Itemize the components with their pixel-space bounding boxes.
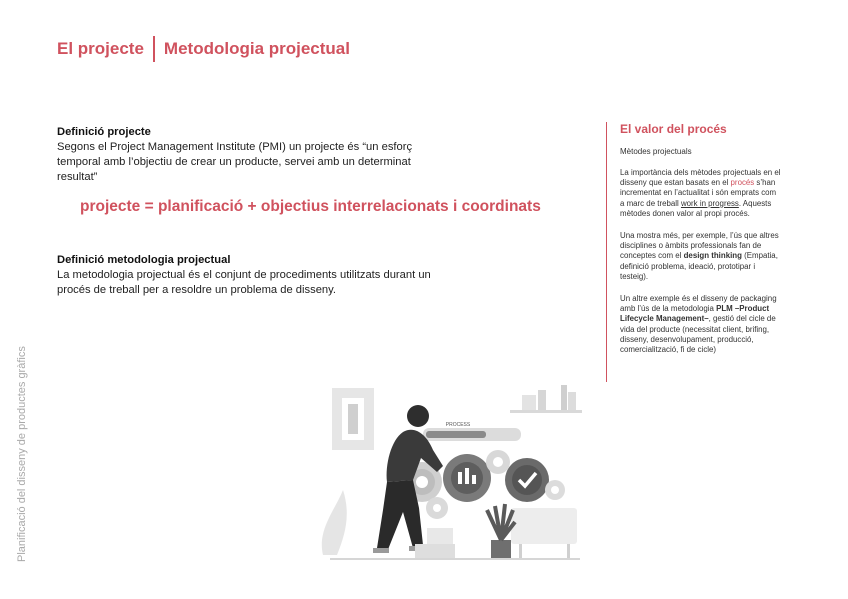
side-label: Planificació del disseny de productes gràfics (16, 346, 28, 562)
highlight-term: procés (730, 178, 755, 188)
floor-line (330, 558, 580, 560)
box (415, 544, 455, 558)
page-subtitle: Metodologia projectual (163, 39, 350, 58)
sidebar-subtitle: Mètodes projectuals (620, 147, 692, 156)
section-title: Definició projecte (57, 126, 151, 138)
title-divider (153, 36, 155, 62)
definition-methodology-section (57, 253, 437, 298)
sidebar-paragraph: Una mostra més, per exemple, l’ús que altres disciplines o àmbits professionals fan de conceptes com el design thinking (Empatia, definició problema, ideació, prototipar i testeig). (620, 231, 779, 281)
section-text: Segons el Project Management Institute (PMI) un projecte és “un esforç temporal amb l’objectiu de crear un producte, servei amb un determinat resultat” (57, 141, 413, 183)
sidebar-title: El valor del procés (620, 122, 727, 136)
gear-icon (426, 497, 448, 519)
process-illustration (315, 380, 590, 570)
shelf (510, 410, 582, 413)
page-title: El projecte (57, 39, 144, 58)
gear-icon (443, 454, 491, 502)
gear-icon (486, 450, 510, 474)
bold-term: design thinking (683, 251, 742, 261)
formula-highlight: projecte = planificació + objectius interrelacionats i coordinats (80, 198, 541, 215)
section-text: La metodologia projectual és el conjunt de procediments utilitzats durant un procés de treball per a resoldre un problema de disseny. (57, 269, 431, 296)
bold-term: PLM –Product Lifecycle Management– (620, 304, 770, 324)
process-value-sidebar (606, 122, 782, 382)
sidebar-paragraph: La importància dels mètodes projectuals en el disseny que estan basats en el procés s’han incrementat en l’actualitat i són emprats com a marc de treball work in progress. Aquests mètodes donen valor al propi procés. (620, 168, 781, 218)
gear-icon (545, 480, 565, 500)
underlined-term: work in progress (680, 198, 739, 208)
progress-fill (426, 431, 486, 438)
section-title: Definició metodologia projectual (57, 254, 231, 266)
box (427, 528, 453, 544)
check-gear-icon (505, 458, 549, 502)
cabinet (511, 508, 577, 544)
page-header (57, 36, 350, 62)
definition-project-section (57, 125, 447, 185)
sidebar-paragraph: Un altre exemple és el disseny de packaging amb l’ús de la metodologia PLM –Product Lifecycle Management–, gestió del cicle de vida del producte (necessitat client, brifing, disseny, desenvolupament, producció, comercialització, fi de cicle) (620, 294, 777, 355)
plant-pot (491, 540, 511, 560)
plant-left (322, 490, 347, 555)
progress-label: PROCESS (445, 422, 471, 428)
